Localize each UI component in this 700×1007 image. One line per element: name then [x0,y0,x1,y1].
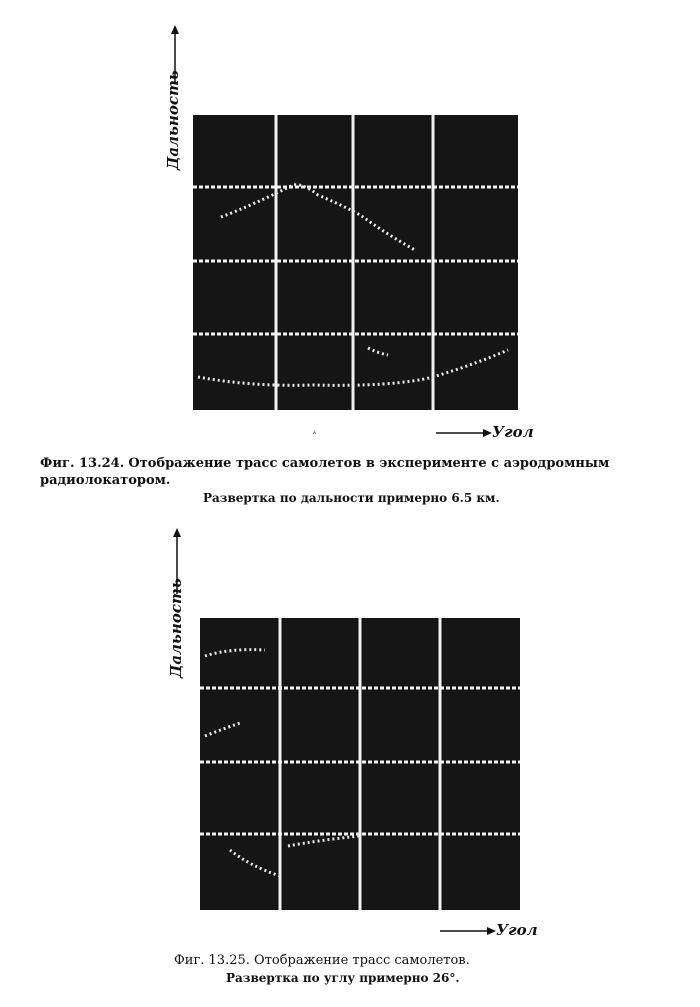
angle-axis-label: Угол [496,921,538,939]
figure-caption [174,952,674,969]
print-speck: ˄ [312,432,317,443]
radar-display-13-25 [200,618,520,910]
radar-display-svg [200,618,520,910]
radar-display-13-24 [193,115,518,410]
range-axis-label: Дальность [164,70,182,170]
range-axis-label: Дальность [167,578,185,678]
radar-display-svg [193,115,518,410]
figure-13-25 [0,520,700,1007]
angle-axis-label: Угол [492,423,534,441]
caption-number: Фиг. 13.24. [40,456,125,471]
caption-text: Отображение трасс самолетов. [254,953,470,968]
angle-axis-arrow [440,925,496,937]
angle-axis-arrow [436,427,492,439]
caption-number: Фиг. 13.25. [174,953,250,968]
figure-caption [40,455,660,489]
figure-subcaption: Развертка по углу примерно 26°. [226,971,460,985]
figure-subcaption: Развертка по дальности примерно 6.5 км. [203,491,500,505]
caption-text: Отображение трасс самолетов в эксперименте с аэродромным радиолокатором. [40,456,610,488]
